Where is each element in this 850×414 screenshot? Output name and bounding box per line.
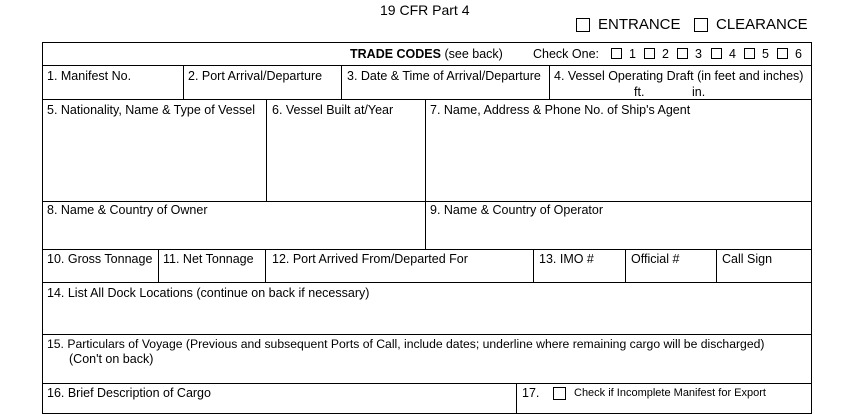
trade-codes-see-back: (see back) (444, 47, 503, 61)
field-official-label: Official # (631, 252, 680, 266)
divider-r10-a (158, 249, 159, 282)
field-manifest-no-label: 1. Manifest No. (47, 69, 132, 83)
field-17-number: 17. (522, 386, 540, 400)
divider-r10-b (265, 249, 266, 282)
field-port-arrival-label: 2. Port Arrival/Departure (188, 69, 323, 83)
trade-code-6-checkbox[interactable] (777, 48, 788, 59)
field-operating-draft-label: 4. Vessel Operating Draft (in feet and inches) (554, 69, 804, 83)
entrance-checkbox[interactable] (576, 18, 590, 32)
field-call-sign-label: Call Sign (722, 252, 773, 266)
trade-code-1-checkbox[interactable] (611, 48, 622, 59)
trade-code-2-label: 2 (662, 47, 669, 61)
divider-r10-c (533, 249, 534, 282)
divider-r1-a (183, 65, 184, 99)
divider-r10-d (625, 249, 626, 282)
field-port-from-label: 12. Port Arrived From/Departed For (272, 252, 468, 266)
field-cargo-description-label: 16. Brief Description of Cargo (47, 386, 211, 400)
trade-code-1-label: 1 (629, 47, 636, 61)
draft-inches-unit: in. (692, 85, 706, 99)
trade-code-2-checkbox[interactable] (644, 48, 655, 59)
field-net-tonnage-label: 11. Net Tonnage (163, 252, 254, 266)
trade-code-3-checkbox[interactable] (677, 48, 688, 59)
field-ships-agent-label: 7. Name, Address & Phone No. of Ship's Agent (430, 103, 691, 117)
divider-r5-b (425, 99, 426, 249)
incomplete-manifest-checkbox[interactable] (553, 387, 566, 400)
field-date-time-label: 3. Date & Time of Arrival/Departure (347, 69, 541, 83)
trade-code-6-label: 6 (795, 47, 802, 61)
trade-code-5-label: 5 (762, 47, 769, 61)
field-owner-label: 8. Name & Country of Owner (47, 203, 208, 217)
trade-code-4-checkbox[interactable] (711, 48, 722, 59)
entrance-label: ENTRANCE (598, 16, 681, 33)
rule-below-row-1 (42, 99, 811, 100)
trade-codes-title (350, 47, 503, 61)
rule-below-row-15 (42, 383, 811, 384)
rule-below-row-5 (42, 201, 811, 202)
field-nationality-label: 5. Nationality, Name & Type of Vessel (47, 103, 255, 117)
divider-r16-a (516, 383, 517, 413)
divider-r5-a (266, 99, 267, 201)
divider-r1-c (549, 65, 550, 99)
rule-below-row-10 (42, 282, 811, 283)
trade-codes-heading: TRADE CODES (350, 47, 441, 61)
clearance-checkbox[interactable] (694, 18, 708, 32)
trade-code-5-checkbox[interactable] (744, 48, 755, 59)
field-vessel-built-label: 6. Vessel Built at/Year (272, 103, 394, 117)
trade-code-3-label: 3 (695, 47, 702, 61)
rule-below-row-14 (42, 334, 811, 335)
draft-feet-unit: ft. (634, 85, 645, 99)
incomplete-manifest-label: Check if Incomplete Manifest for Export (574, 387, 766, 399)
field-imo-label: 13. IMO # (539, 252, 594, 266)
trade-code-4-label: 4 (729, 47, 736, 61)
field-gross-tonnage-label: 10. Gross Tonnage (47, 252, 153, 266)
clearance-label: CLEARANCE (716, 16, 808, 33)
rule-below-trade-codes (42, 65, 811, 66)
check-one-label: Check One: (533, 47, 600, 61)
field-dock-locations-label: 14. List All Dock Locations (continue on back if necessary) (47, 286, 370, 300)
field-voyage-continued-label: (Con't on back) (69, 352, 154, 366)
divider-r1-b (341, 65, 342, 99)
field-operator-label: 9. Name & Country of Operator (430, 203, 603, 217)
divider-r10-e (716, 249, 717, 282)
form-part-label: 19 CFR Part 4 (380, 2, 470, 18)
field-voyage-particulars-label: 15. Particulars of Voyage (Previous and subsequent Ports of Call, include dates; underline where remaining cargo will be discharged) (47, 337, 765, 351)
